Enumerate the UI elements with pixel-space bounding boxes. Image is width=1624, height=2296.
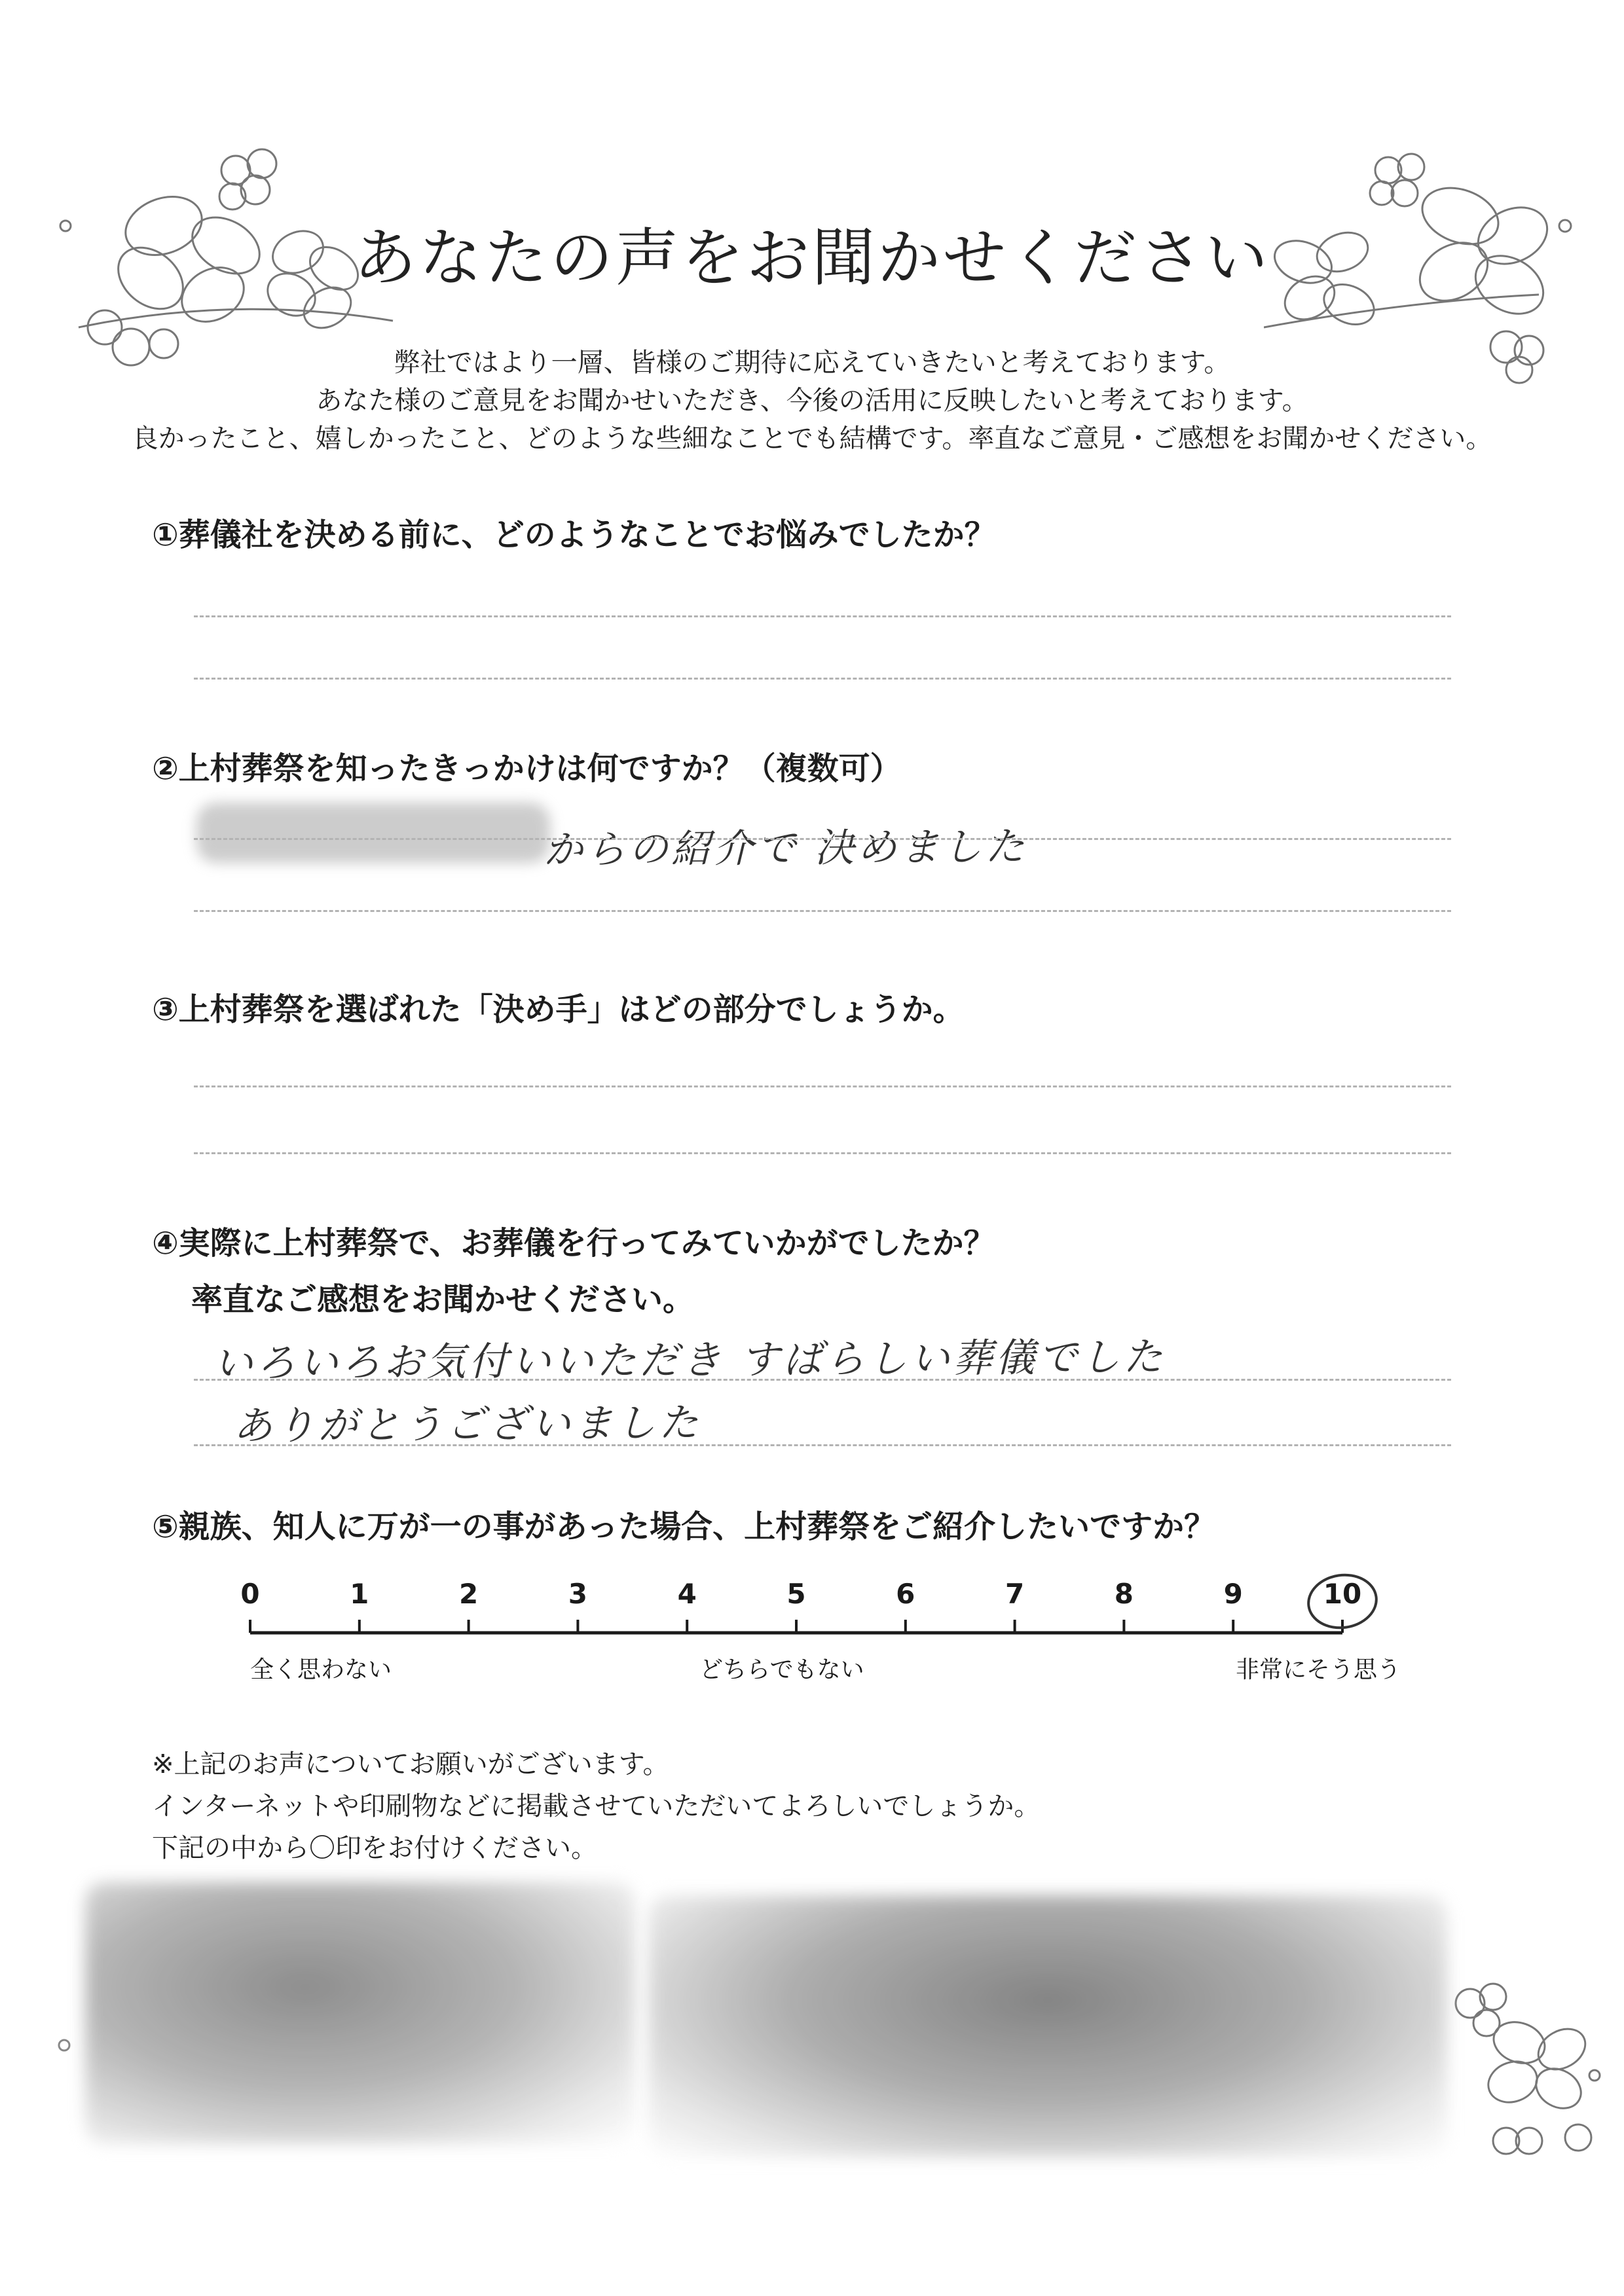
- scale-number-3: 3: [568, 1578, 587, 1610]
- scale-number-4: 4: [677, 1578, 697, 1610]
- answer-line: [194, 910, 1451, 912]
- answer-line: [194, 1444, 1451, 1446]
- answer-line: [194, 1152, 1451, 1154]
- footer-note-line-1: ※上記のお声についてお願いがございます。: [152, 1749, 669, 1779]
- answer-line: [194, 615, 1451, 617]
- scale-number-7: 7: [1005, 1578, 1025, 1610]
- answer-line: [194, 1085, 1451, 1087]
- scale-number-0: 0: [240, 1578, 260, 1610]
- scale-caption-mid: どちらでもない: [699, 1656, 864, 1683]
- decor-dot-left: [56, 2037, 72, 2053]
- question-4: ④実際に上村葬祭で、お葬儀を行ってみていかがでしたか？: [152, 1225, 995, 1262]
- scale-number-10: 10: [1323, 1578, 1362, 1610]
- intro-line-2: あなた様のご意見をお聞かせいただき、今後の活用に反映したいと考えております。: [316, 386, 1308, 416]
- scale-number-5: 5: [786, 1578, 806, 1610]
- selected-rating-circle: [1301, 1565, 1386, 1637]
- question-3: ③上村葬祭を選ばれた「決め手」はどの部分でしょうか。: [152, 991, 965, 1028]
- question-4-subtext: 率直なご感想をお聞かせください。: [191, 1281, 695, 1318]
- answer-line: [194, 1379, 1451, 1381]
- answer-line: [194, 678, 1451, 680]
- footer-note-line-3: 下記の中から〇印をお付けください。: [152, 1833, 597, 1863]
- intro-line-1: 弊社ではより一層、皆様のご期待に応えていきたいと考えております。: [394, 348, 1230, 378]
- scale-caption-high: 非常にそう思う: [1236, 1656, 1401, 1683]
- handwritten-answer-2: からの紹介で 決めました: [543, 824, 1028, 873]
- redacted-name: [196, 803, 550, 863]
- redacted-consent-right: [648, 1895, 1447, 2157]
- handwritten-answer-4-line-1: いろいろお気付いいただき すばらしい葬儀でした: [213, 1334, 1166, 1387]
- intro-line-3: 良かったこと、嬉しかったこと、どのような些細なことでも結構です。率直なご意見・ご感想をお聞かせください。: [132, 424, 1492, 454]
- rating-scale: [236, 1597, 1375, 1650]
- question-2: ②上村葬祭を知ったきっかけは何ですか？（複数可）: [152, 750, 902, 787]
- handwritten-answer-4-line-2: ありがとうございました: [232, 1400, 702, 1449]
- scale-number-1: 1: [350, 1578, 369, 1610]
- page-title: あなたの声をお聞かせください: [354, 221, 1270, 295]
- question-1: ①葬儀社を決める前に、どのようなことでお悩みでしたか？: [152, 517, 996, 553]
- redacted-consent-left: [85, 1882, 635, 2144]
- scale-number-2: 2: [458, 1578, 479, 1610]
- scale-number-9: 9: [1223, 1578, 1243, 1610]
- footer-note-line-2: インターネットや印刷物などに掲載させていただいてよろしいでしょうか。: [152, 1791, 1041, 1821]
- answer-line: [194, 838, 1451, 840]
- question-5: ⑤親族、知人に万が一の事があった場合、上村葬祭をご紹介したいですか？: [152, 1508, 1216, 1545]
- scale-number-8: 8: [1114, 1578, 1134, 1610]
- scale-number-6: 6: [896, 1578, 915, 1610]
- scale-caption-low: 全く思わない: [250, 1656, 392, 1683]
